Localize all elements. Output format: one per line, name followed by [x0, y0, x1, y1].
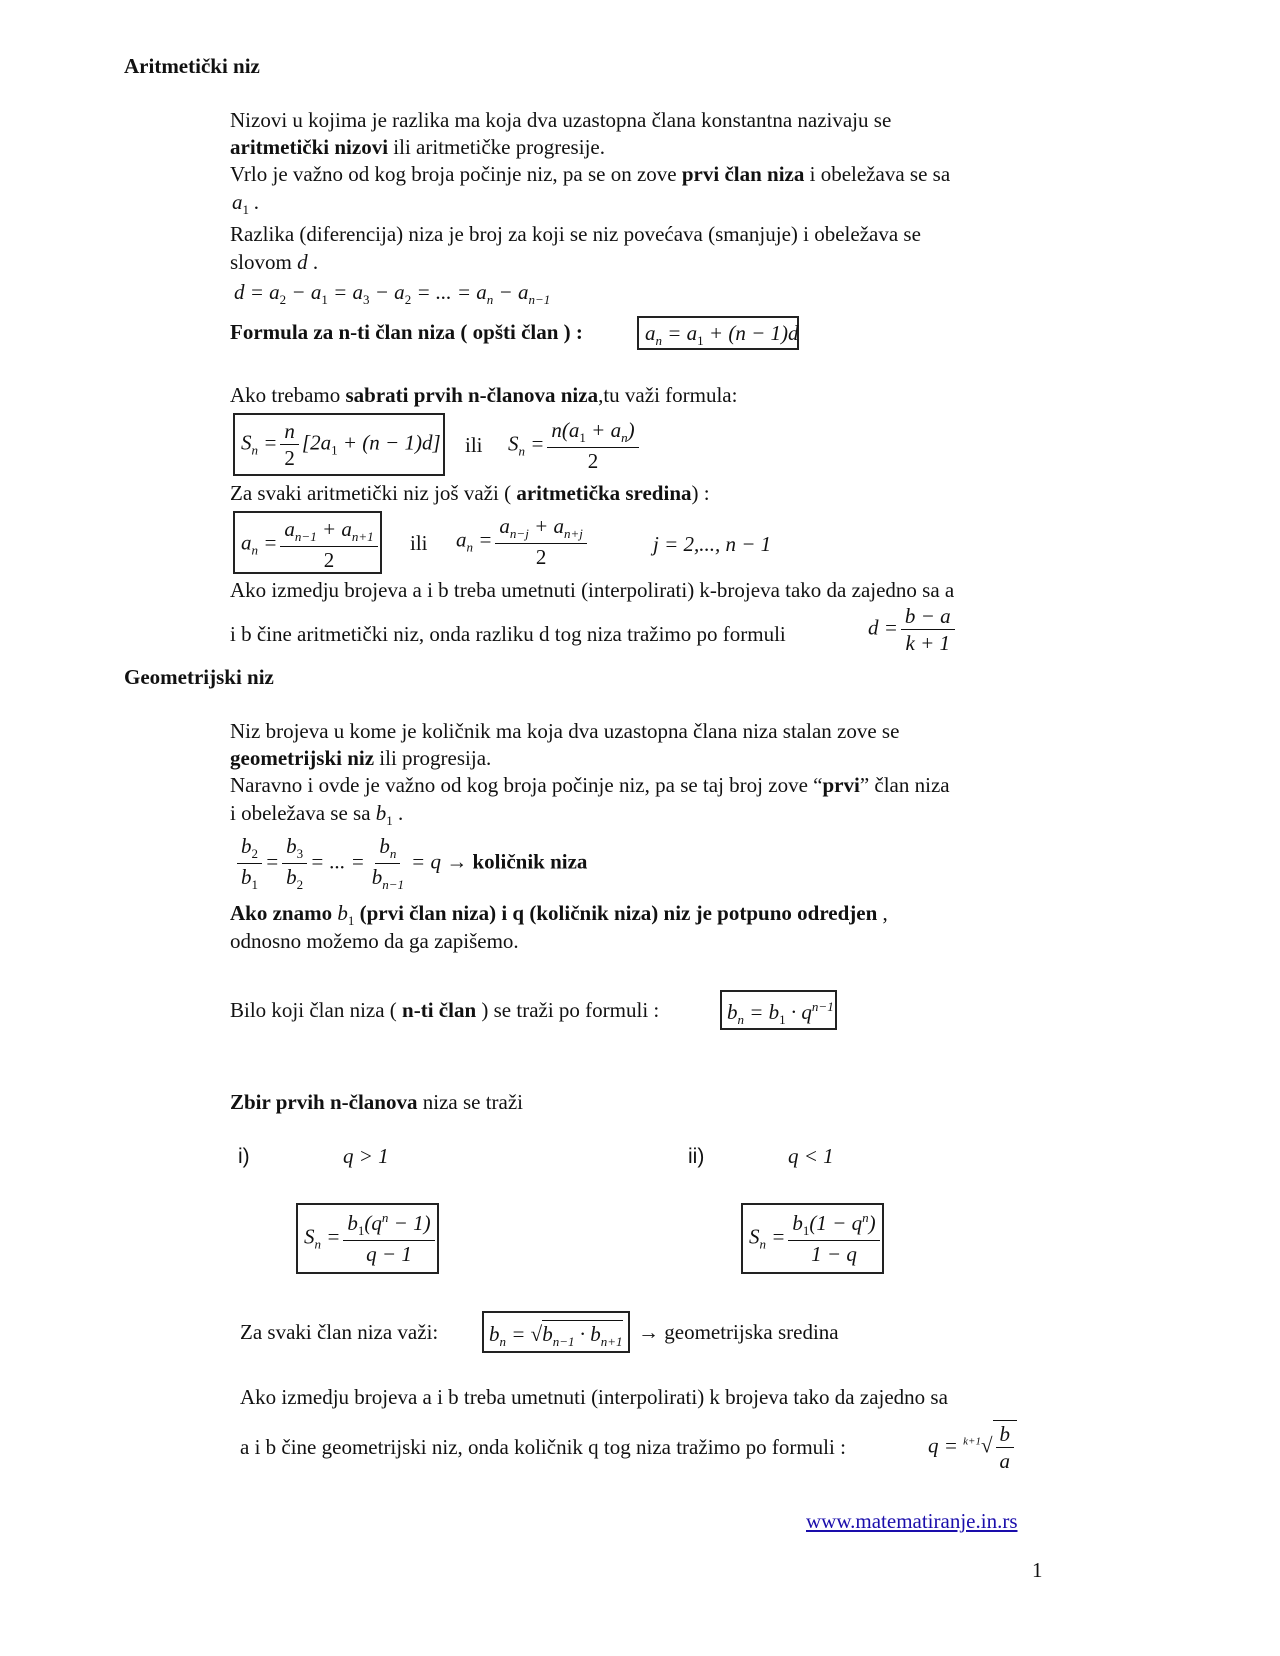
term-ratio: količnik niza — [472, 849, 588, 874]
geom-mean-intro: Za svaki član niza važi: — [240, 1320, 439, 1344]
formula-j-range: j = 2,..., n − 1 — [653, 532, 772, 556]
formula-arith-interp: d = $\frac{b - a}{k + 1}$ — [868, 604, 958, 655]
case-condition-2: q < 1 — [788, 1144, 834, 1168]
geom-interp-line: a i b čine geometrijski niz, onda količnik q tog niza tražimo po formuli : — [240, 1435, 846, 1459]
arith-paragraph-line: slovom d . — [230, 250, 319, 274]
geom-interp-line: Ako izmedju brojeva a i b treba umetnuti (interpolirati) k brojeva tako da zajedno sa — [240, 1385, 948, 1409]
arith-paragraph-line: Nizovi u kojima je razlika ma koja dva uzastopna člana konstantna nazivaju se — [230, 108, 892, 132]
term-arithmetic-mean: aritmetička sredina — [516, 481, 692, 505]
arith-sum-intro: Ako trebamo sabrati prvih n-članova niza,tu važi formula: — [230, 383, 738, 407]
or-text: ili — [410, 531, 428, 555]
case-label-1: i) — [238, 1145, 250, 1168]
arith-paragraph-line: Vrlo je važno od kog broja počinje niz, pa se on zove prvi član niza i obeležava se sa — [230, 162, 951, 186]
geom-nth-label: Bilo koji član niza ( n-ti član ) se traži po formuli : — [230, 998, 660, 1022]
formula-difference: $d = a_2 - a_1 = a_3 - a_2$ = ... = $a_n - a_{n-1}$ — [234, 280, 551, 308]
geom-paragraph-line: Naravno i ovde je važno od kog broja počinje niz, pa se taj broj zove “prvi” član niza — [230, 773, 950, 797]
term-sum-first-n: sabrati prvih n-članova niza — [345, 383, 599, 407]
formula-box-geom-mean: $b_n = √b_{n-1} \cdot b_{n+1}$ — [482, 1311, 630, 1353]
formula-box-geom-nth: $b_n = b_1 \cdot q^{n-1}$ — [720, 990, 837, 1030]
geom-sum-intro: Zbir prvih n-članova niza se traži — [230, 1090, 524, 1114]
case-label-2: ii) — [688, 1145, 705, 1168]
geom-paragraph-line: i obeležava se sa $b_1$ . — [230, 801, 404, 829]
term-first-member: prvi član niza — [681, 162, 805, 186]
formula-arith-mean-general: $a_n$ = $\frac{a_{n-j} + a_{n+j}}{2}$ — [456, 514, 590, 569]
term-geometric-sequence: geometrijski niz — [230, 746, 375, 770]
geom-known-line: odnosno možemo da ga zapišemo. — [230, 929, 519, 953]
arith-paragraph-line: aritmetički nizovi ili aritmetičke progresije. — [230, 135, 605, 159]
arith-interp-line: Ako izmedju brojeva a i b treba umetnuti (interpolirati) k-brojeva tako da zajedno sa a — [230, 578, 955, 602]
general-term-label: Formula za n-ti član niza ( opšti član ) : — [230, 320, 583, 344]
geom-paragraph-line: Niz brojeva u kome je količnik ma koja dva uzastopna člana niza stalan zove se — [230, 719, 900, 743]
case-condition-1: q > 1 — [343, 1144, 389, 1168]
section-heading-arithmetic: Aritmetički niz — [124, 54, 260, 78]
formula-box-general-term: $a_n = a_1 + (n - 1)d$ — [637, 316, 799, 350]
formula-ratio: $\frac{b_2}{b_1}$ = $\frac{b_3}{b_2}$ = ... = $\frac{b_n}{b_{n-1}}$ = q → količnik niza — [234, 834, 587, 893]
arith-interp-line: i b čine aritmetički niz, onda razliku d tog niza tražimo po formuli — [230, 622, 786, 646]
formula-box-geom-sum-2: $S_n$ = $\frac{b_1(1 - q^n)}{1 - q}$ — [741, 1203, 884, 1274]
or-text: ili — [465, 433, 483, 457]
geom-paragraph-line: geometrijski niz ili progresija. — [230, 746, 492, 770]
formula-geom-interp: q = $^{k+1}$√ $\frac{b}{a}$ — [928, 1420, 1017, 1473]
symbol-a1: $a_1$ . — [232, 190, 260, 218]
footer-website-link[interactable]: www.matematiranje.in.rs — [806, 1509, 1018, 1533]
section-heading-geometric: Geometrijski niz — [124, 665, 274, 689]
formula-box-arith-mean: $a_n$ = $\frac{a_{n-1} + a_{n+1}}{2}$ — [233, 511, 382, 574]
formula-box-arith-sum-1: $S_n$ = $\frac{n}{2}$ $[2a_1 + (n - 1)d]$ — [233, 413, 445, 476]
formula-arith-sum-2: $S_n$ = $\frac{n(a_1 + a_n)}{2}$ — [508, 418, 642, 473]
formula-box-geom-sum-1: $S_n$ = $\frac{b_1(q^n - 1)}{q - 1}$ — [296, 1203, 439, 1274]
arith-paragraph-line: Razlika (diferencija) niza je broj za koji se niz povećava (smanjuje) i obeležava se — [230, 222, 921, 246]
page-number: 1 — [1032, 1558, 1043, 1582]
arith-mean-intro: Za svaki aritmetički niz još važi ( aritmetička sredina) : — [230, 481, 710, 505]
term-arithmetic-sequence: aritmetički nizovi — [230, 135, 389, 159]
geom-mean-label: → geometrijska sredina — [638, 1320, 839, 1344]
geom-known-line: Ako znamo $b_1$ (prvi član niza) i q (količnik niza) niz je potpuno odredjen , — [230, 901, 888, 929]
